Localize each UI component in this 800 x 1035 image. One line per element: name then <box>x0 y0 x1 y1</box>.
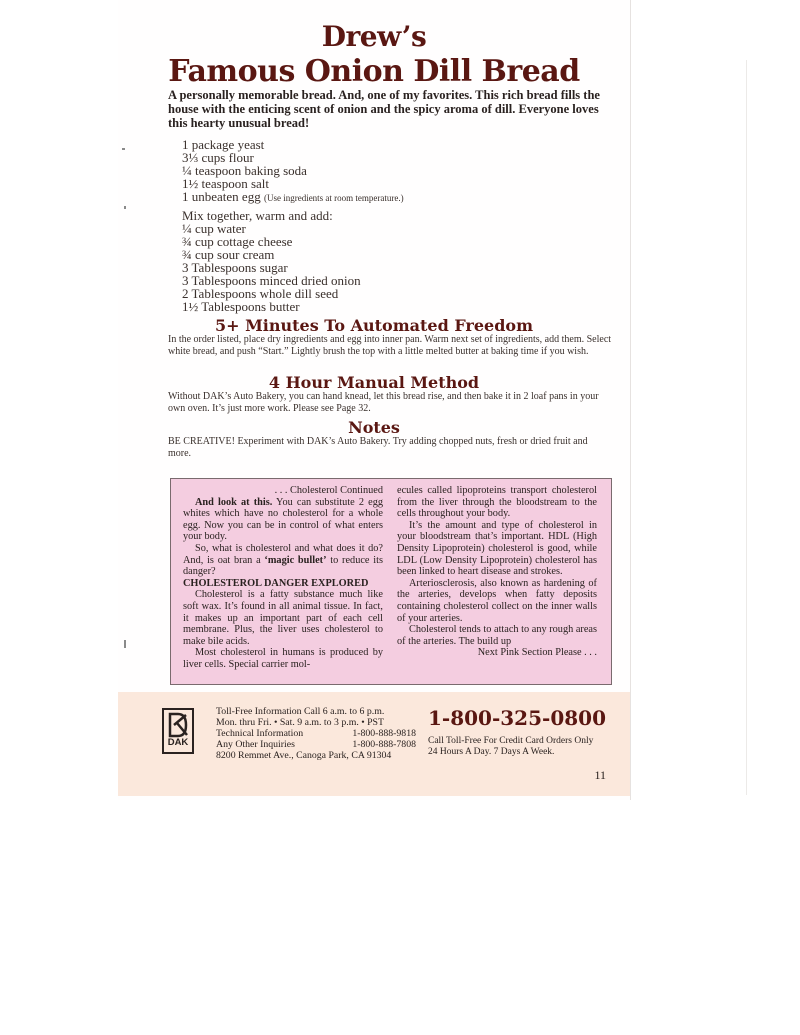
next-section-label: Next Pink Section Please . . . <box>477 647 597 659</box>
automated-instructions: In the order listed, place dry ingredients and egg into inner pan. Warm next set of ingredients, add them. Select white bread, and push “Start.” Lightly brush the top with a little melted butter at baking time if you wish. <box>168 334 612 357</box>
inquiries-phone: 1-800-888-7808 <box>352 739 416 750</box>
ingredient-item-egg <box>182 190 602 205</box>
contact-info <box>216 706 416 761</box>
intro-paragraph: A personally memorable bread. And, one of my favorites. This rich bread fills the house with the enticing scent of onion and the spicy aroma of dill. Everyone loves this hearty unusual bread! <box>168 88 600 130</box>
sidebar-paragraph: Cholesterol is a fatty substance much like soft wax. It’s found in all animal tissue. In fact, it makes up an important part of each cell membrane. Plus, the liver uses cholesterol to make bile acids. <box>183 589 383 647</box>
sidebar-paragraph: So, what is cholesterol and what does it do? And, is oat bran a ‘magic bullet’ to reduce its danger? <box>183 542 383 578</box>
order-phone-number: 1-800-325-0800 <box>428 706 606 730</box>
cholesterol-sidebar <box>170 478 612 685</box>
ingredient-item: 1 package yeast <box>182 137 265 152</box>
sidebar-paragraph: ecules called lipoproteins transport cholesterol from the liver through the bloodstream to the cells throughout your body. <box>397 485 597 520</box>
sidebar-paragraph: Arteriosclerosis, also known as hardening of the arteries, develops when fatty deposits containing cholesterol collect on the inner walls of your arteries. <box>397 577 597 624</box>
dak-logo-icon <box>166 712 190 738</box>
sidebar-column-left <box>183 485 383 671</box>
ingredient-item: 3 Tablespoons minced dried onion <box>182 273 361 288</box>
technical-phone: 1-800-888-9818 <box>352 728 416 739</box>
mix-intro: Mix together, warm and add: <box>182 208 333 223</box>
continued-label: . . . Cholesterol Continued <box>274 485 383 496</box>
sidebar-column-right <box>397 485 597 659</box>
recipe-title-line2: Famous Onion Dill Bread <box>168 54 580 89</box>
info-row: Technical Information 1-800-888-9818 <box>216 728 416 739</box>
info-row <box>216 750 416 761</box>
sidebar-paragraph: Most cholesterol in humans is produced by liver cells. Special carrier mol- <box>183 647 383 670</box>
ingredient-item: 2 Tablespoons whole dill seed <box>182 286 339 301</box>
info-row: Mon. thru Fri. • Sat. 9 a.m. to 3 p.m. • PST <box>216 717 384 728</box>
order-phone-note: Call Toll-Free For Credit Card Orders Only 24 Hours A Day. 7 Days A Week. <box>428 736 594 757</box>
page-number: 11 <box>594 768 606 782</box>
ingredient-item: 3⅓ cups flour <box>182 150 254 165</box>
ingredient-item: ¾ cup sour cream <box>182 247 275 262</box>
notes-text: BE CREATIVE! Experiment with DAK’s Auto Bakery. Try adding chopped nuts, fresh or dried fruit and more. <box>168 436 588 459</box>
logo-text: DAK <box>167 737 189 748</box>
info-row: Any Other Inquiries 1-800-888-7808 <box>216 739 416 750</box>
sidebar-paragraph: Cholesterol tends to attach to any rough areas of the arteries. The build up <box>397 624 597 647</box>
dak-logo <box>162 708 194 754</box>
ingredient-item: 1 unbeaten egg <box>182 189 261 204</box>
ingredient-item: 3 Tablespoons sugar <box>182 260 288 275</box>
manual-heading: 4 Hour Manual Method <box>268 373 480 392</box>
sidebar-paragraph: And look at this. You can substitute 2 egg whites which have no cholesterol for a whole egg. Now you can be in control of what enters your body. <box>183 496 384 543</box>
scan-speck <box>124 206 126 209</box>
document-page <box>118 0 631 800</box>
scan-speck <box>122 148 125 150</box>
sidebar-paragraph: It’s the amount and type of cholesterol in your bloodstream that’s important. HDL (High Density Lipoprotein) cholesterol is good, while LDL (Low Density Lipoprotein) cholesterol has been linked to heart disease and strokes. <box>397 519 597 578</box>
notes-heading: Notes <box>348 418 400 437</box>
ingredient-list <box>182 138 602 313</box>
address: 8200 Remmet Ave., Canoga Park, CA 91304 <box>216 750 392 761</box>
manual-instructions: Without DAK’s Auto Bakery, you can hand knead, let this bread rise, and then bake it in 2 loaf pans in your own oven. It’s just more work. Please see Page 32. <box>168 391 599 414</box>
page-edge <box>736 60 747 795</box>
automated-heading: 5+ Minutes To Automated Freedom <box>214 316 533 335</box>
info-row: Toll-Free Information Call 6 a.m. to 6 p.m. <box>216 706 385 717</box>
ingredient-item: ¾ cup cottage cheese <box>182 234 293 249</box>
ingredient-item: 1½ Tablespoons butter <box>182 299 300 314</box>
ingredient-item: ¼ cup water <box>182 221 246 236</box>
ingredient-item: 1½ teaspoon salt <box>182 176 270 191</box>
lead-in: And look at this. <box>195 496 273 508</box>
cholesterol-danger-heading: CHOLESTEROL DANGER EXPLORED <box>183 577 369 589</box>
recipe-title-line1: Drew’s <box>321 20 427 53</box>
scan-speck <box>124 640 126 648</box>
footer-band <box>118 692 630 796</box>
ingredient-item: ¼ teaspoon baking soda <box>182 163 307 178</box>
room-temperature-note: (Use ingredients at room temperature.) <box>263 193 404 203</box>
